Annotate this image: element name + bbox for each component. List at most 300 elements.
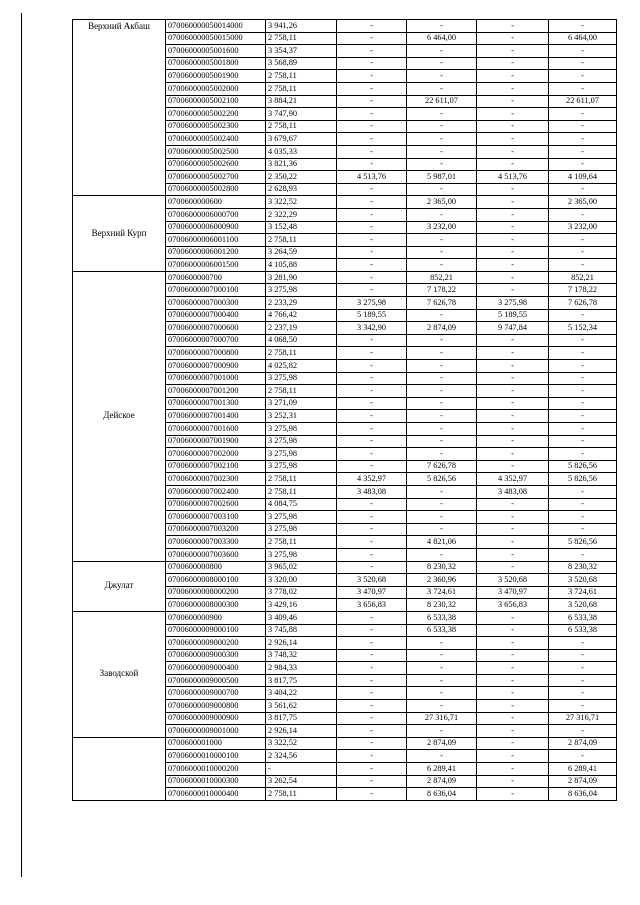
value-col-6-cell: - — [549, 45, 617, 58]
cadastral-code-cell: 0700600000900 — [166, 611, 266, 624]
cadastral-code-cell: 07006000009000200 — [166, 637, 266, 650]
value-col-6-cell: - — [549, 687, 617, 700]
value-col-6-cell: 5 826,56 — [549, 460, 617, 473]
cadastral-code-cell: 07006000005001900 — [166, 70, 266, 83]
value-col-5-cell: - — [477, 649, 549, 662]
value-col-3-cell: - — [337, 234, 407, 247]
value-col-4-cell: 5 987,01 — [407, 171, 477, 184]
value-col-5-cell: - — [477, 259, 549, 272]
value-col-3-cell: - — [337, 725, 407, 738]
value-col-5-cell: - — [477, 45, 549, 58]
base-value-cell: 2 758,11 — [266, 788, 337, 801]
value-col-5-cell: - — [477, 246, 549, 259]
value-col-6-cell: - — [549, 385, 617, 398]
value-col-3-cell: - — [337, 120, 407, 133]
value-col-5-cell: - — [477, 196, 549, 209]
settlement-name-cell: Верхний Курп — [73, 196, 166, 272]
base-value-cell: 3 568,89 — [266, 57, 337, 70]
value-col-4-cell: - — [407, 750, 477, 763]
value-col-3-cell: - — [337, 196, 407, 209]
value-col-5-cell: - — [477, 183, 549, 196]
cadastral-code-cell: 07006000005002500 — [166, 145, 266, 158]
base-value-cell: 4 035,33 — [266, 145, 337, 158]
value-col-4-cell: - — [407, 145, 477, 158]
value-col-4-cell: - — [407, 259, 477, 272]
value-col-3-cell: - — [337, 271, 407, 284]
value-col-6-cell: 2 365,00 — [549, 196, 617, 209]
base-value-cell: 3 152,48 — [266, 221, 337, 234]
base-value-cell: 4 025,82 — [266, 360, 337, 373]
value-col-4-cell: - — [407, 485, 477, 498]
value-col-5-cell: - — [477, 423, 549, 436]
value-col-6-cell: - — [549, 700, 617, 713]
base-value-cell: 3 354,37 — [266, 45, 337, 58]
value-col-3-cell: - — [337, 498, 407, 511]
value-col-6-cell: - — [549, 158, 617, 171]
value-col-5-cell: - — [477, 637, 549, 650]
value-col-6-cell: - — [549, 435, 617, 448]
base-value-cell: - — [266, 763, 337, 776]
value-col-3-cell: - — [337, 259, 407, 272]
value-col-6-cell: - — [549, 334, 617, 347]
cadastral-code-cell: 07006000005001600 — [166, 45, 266, 58]
base-value-cell: 3 322,52 — [266, 196, 337, 209]
base-value-cell: 2 926,14 — [266, 725, 337, 738]
value-col-3-cell: - — [337, 82, 407, 95]
cadastral-code-cell: 07006000009001000 — [166, 725, 266, 738]
base-value-cell: 3 281,90 — [266, 271, 337, 284]
value-col-3-cell: - — [337, 460, 407, 473]
value-col-5-cell: - — [477, 788, 549, 801]
value-col-5-cell: - — [477, 221, 549, 234]
base-value-cell: 3 275,98 — [266, 284, 337, 297]
value-col-4-cell: 2 874,09 — [407, 322, 477, 335]
value-col-4-cell: 2 365,00 — [407, 196, 477, 209]
value-col-6-cell: - — [549, 234, 617, 247]
table-row — [73, 561, 617, 574]
cadastral-value-table — [72, 19, 617, 801]
value-col-5-cell: - — [477, 674, 549, 687]
value-col-4-cell: 7 178,22 — [407, 284, 477, 297]
value-col-3-cell: - — [337, 57, 407, 70]
value-col-6-cell: - — [549, 145, 617, 158]
value-col-4-cell: - — [407, 133, 477, 146]
value-col-4-cell: - — [407, 334, 477, 347]
value-col-4-cell: - — [407, 511, 477, 524]
value-col-3-cell: 3 470,97 — [337, 586, 407, 599]
base-value-cell: 2 758,11 — [266, 82, 337, 95]
settlement-name-cell: Верхний Акбаш — [73, 20, 166, 196]
cadastral-code-cell: 07006000006001500 — [166, 259, 266, 272]
value-col-6-cell: 8 636,04 — [549, 788, 617, 801]
cadastral-code-cell: 07006000007001600 — [166, 423, 266, 436]
value-col-4-cell: 8 636,04 — [407, 788, 477, 801]
base-value-cell: 4 105,88 — [266, 259, 337, 272]
cadastral-code-cell: 07006000009000900 — [166, 712, 266, 725]
cadastral-code-cell: 07006000007000100 — [166, 284, 266, 297]
value-col-4-cell: 7 626,78 — [407, 297, 477, 310]
base-value-cell: 2 350,22 — [266, 171, 337, 184]
base-value-cell: 3 320,00 — [266, 574, 337, 587]
value-col-3-cell: 3 342,90 — [337, 322, 407, 335]
value-col-6-cell: 2 874,09 — [549, 775, 617, 788]
value-col-6-cell: 6 464,00 — [549, 32, 617, 45]
cadastral-code-cell: 07006000007002100 — [166, 460, 266, 473]
value-col-3-cell: - — [337, 32, 407, 45]
value-col-3-cell: - — [337, 448, 407, 461]
value-col-3-cell: - — [337, 637, 407, 650]
value-col-5-cell: - — [477, 750, 549, 763]
value-col-5-cell: - — [477, 725, 549, 738]
cadastral-code-cell: 07006000007001400 — [166, 410, 266, 423]
value-col-6-cell: - — [549, 347, 617, 360]
cadastral-code-cell: 07006000007002400 — [166, 485, 266, 498]
cadastral-code-cell: 07006000008000100 — [166, 574, 266, 587]
value-col-5-cell: - — [477, 700, 549, 713]
value-col-6-cell: 852,21 — [549, 271, 617, 284]
base-value-cell: 2 758,11 — [266, 32, 337, 45]
base-value-cell: 3 941,26 — [266, 20, 337, 33]
base-value-cell: 3 821,36 — [266, 158, 337, 171]
value-col-4-cell: 2 360,96 — [407, 574, 477, 587]
value-col-3-cell: - — [337, 674, 407, 687]
base-value-cell: 3 409,46 — [266, 611, 337, 624]
cadastral-code-cell: 07006000009000100 — [166, 624, 266, 637]
value-col-4-cell: - — [407, 498, 477, 511]
value-col-6-cell: - — [549, 725, 617, 738]
base-value-cell: 2 758,11 — [266, 385, 337, 398]
value-col-3-cell: - — [337, 788, 407, 801]
value-col-4-cell: - — [407, 45, 477, 58]
value-col-4-cell: 7 626,78 — [407, 460, 477, 473]
value-col-4-cell: - — [407, 347, 477, 360]
value-col-6-cell: - — [549, 750, 617, 763]
value-col-3-cell: 4 352,97 — [337, 473, 407, 486]
base-value-cell: 3 429,16 — [266, 599, 337, 612]
value-col-5-cell: 4 513,76 — [477, 171, 549, 184]
value-col-5-cell: 4 352,97 — [477, 473, 549, 486]
value-col-6-cell: 3 724,61 — [549, 586, 617, 599]
value-col-5-cell: - — [477, 20, 549, 33]
value-col-4-cell: - — [407, 687, 477, 700]
value-col-5-cell: - — [477, 360, 549, 373]
value-col-5-cell: - — [477, 108, 549, 121]
base-value-cell: 3 275,98 — [266, 548, 337, 561]
value-col-4-cell: 8 230,32 — [407, 561, 477, 574]
value-col-4-cell: - — [407, 397, 477, 410]
value-col-6-cell: 3 520,68 — [549, 574, 617, 587]
value-col-3-cell: - — [337, 158, 407, 171]
value-col-3-cell: - — [337, 523, 407, 536]
value-col-3-cell: - — [337, 334, 407, 347]
value-col-5-cell: - — [477, 448, 549, 461]
value-col-3-cell: - — [337, 536, 407, 549]
value-col-5-cell: - — [477, 460, 549, 473]
cadastral-code-cell: 07006000010000300 — [166, 775, 266, 788]
cadastral-code-cell: 07006000005001800 — [166, 57, 266, 70]
value-col-5-cell: - — [477, 410, 549, 423]
cadastral-code-cell: 070060000050015000 — [166, 32, 266, 45]
left-margin-rule — [21, 13, 22, 877]
value-col-4-cell: 3 232,00 — [407, 221, 477, 234]
value-col-3-cell: 3 656,83 — [337, 599, 407, 612]
value-col-5-cell: - — [477, 511, 549, 524]
value-col-4-cell: - — [407, 700, 477, 713]
settlement-name-cell — [73, 737, 166, 800]
cadastral-code-cell: 07006000007000900 — [166, 360, 266, 373]
value-col-5-cell: - — [477, 70, 549, 83]
value-col-6-cell: - — [549, 548, 617, 561]
value-col-6-cell: - — [549, 410, 617, 423]
value-col-3-cell: 3 275,98 — [337, 297, 407, 310]
table-row — [73, 271, 617, 284]
value-col-6-cell: - — [549, 82, 617, 95]
base-value-cell: 3 322,52 — [266, 737, 337, 750]
value-col-4-cell: - — [407, 725, 477, 738]
cadastral-code-cell: 07006000007003600 — [166, 548, 266, 561]
value-col-3-cell: - — [337, 145, 407, 158]
value-col-5-cell: - — [477, 624, 549, 637]
cadastral-code-cell: 07006000007000600 — [166, 322, 266, 335]
cadastral-code-cell: 07006000007002000 — [166, 448, 266, 461]
base-value-cell: 3 275,98 — [266, 511, 337, 524]
base-value-cell: 4 068,50 — [266, 334, 337, 347]
value-col-4-cell: - — [407, 548, 477, 561]
cadastral-code-cell: 07006000005002000 — [166, 82, 266, 95]
cadastral-code-cell: 07006000008000200 — [166, 586, 266, 599]
cadastral-code-cell: 07006000007000400 — [166, 309, 266, 322]
value-col-6-cell: - — [549, 183, 617, 196]
value-col-5-cell: - — [477, 32, 549, 45]
base-value-cell: 4 084,75 — [266, 498, 337, 511]
base-value-cell: 3 275,98 — [266, 372, 337, 385]
cadastral-code-cell: 07006000007001200 — [166, 385, 266, 398]
value-col-4-cell: - — [407, 448, 477, 461]
value-col-5-cell: - — [477, 498, 549, 511]
value-col-5-cell: - — [477, 611, 549, 624]
value-col-3-cell: - — [337, 687, 407, 700]
value-col-6-cell: - — [549, 259, 617, 272]
value-col-6-cell: - — [549, 360, 617, 373]
value-col-6-cell: - — [549, 674, 617, 687]
cadastral-code-cell: 07006000009000700 — [166, 687, 266, 700]
value-col-6-cell: - — [549, 246, 617, 259]
value-col-3-cell: 4 513,76 — [337, 171, 407, 184]
value-col-3-cell: - — [337, 700, 407, 713]
value-col-3-cell: - — [337, 763, 407, 776]
value-col-6-cell: - — [549, 57, 617, 70]
value-col-3-cell: - — [337, 649, 407, 662]
cadastral-code-cell: 07006000007001900 — [166, 435, 266, 448]
value-col-6-cell: - — [549, 397, 617, 410]
value-col-5-cell: - — [477, 775, 549, 788]
value-col-3-cell: 5 189,55 — [337, 309, 407, 322]
value-col-6-cell: 22 611,07 — [549, 95, 617, 108]
value-col-5-cell: - — [477, 347, 549, 360]
base-value-cell: 3 748,32 — [266, 649, 337, 662]
value-col-5-cell: 5 189,55 — [477, 309, 549, 322]
value-col-5-cell: - — [477, 763, 549, 776]
value-col-3-cell: - — [337, 108, 407, 121]
base-value-cell: 3 817,75 — [266, 712, 337, 725]
value-col-4-cell: - — [407, 183, 477, 196]
value-col-3-cell: 3 483,08 — [337, 485, 407, 498]
value-col-4-cell: 6 533,38 — [407, 624, 477, 637]
table-row — [73, 196, 617, 209]
cadastral-code-cell: 0700600000800 — [166, 561, 266, 574]
base-value-cell: 2 758,11 — [266, 70, 337, 83]
value-col-6-cell: - — [549, 485, 617, 498]
cadastral-code-cell: 07006000005002700 — [166, 171, 266, 184]
value-col-4-cell: - — [407, 158, 477, 171]
value-col-3-cell: - — [337, 423, 407, 436]
cadastral-code-cell: 07006000007002300 — [166, 473, 266, 486]
value-col-5-cell: - — [477, 120, 549, 133]
cadastral-code-cell: 07006000009000300 — [166, 649, 266, 662]
cadastral-code-cell: 070060000050014000 — [166, 20, 266, 33]
cadastral-code-cell: 07006000009000500 — [166, 674, 266, 687]
cadastral-code-cell: 07006000007001300 — [166, 397, 266, 410]
base-value-cell: 3 275,98 — [266, 523, 337, 536]
value-col-4-cell: - — [407, 523, 477, 536]
value-col-3-cell: - — [337, 347, 407, 360]
value-col-6-cell: - — [549, 70, 617, 83]
value-col-5-cell: - — [477, 372, 549, 385]
value-col-4-cell: - — [407, 423, 477, 436]
value-col-5-cell: - — [477, 712, 549, 725]
base-value-cell: 3 275,98 — [266, 460, 337, 473]
cadastral-code-cell: 0700600001000 — [166, 737, 266, 750]
value-col-5-cell: - — [477, 158, 549, 171]
cadastral-code-cell: 07006000007002600 — [166, 498, 266, 511]
cadastral-code-cell: 07006000007001000 — [166, 372, 266, 385]
base-value-cell: 2 926,14 — [266, 637, 337, 650]
value-col-3-cell: - — [337, 750, 407, 763]
value-col-4-cell: 852,21 — [407, 271, 477, 284]
value-col-5-cell: - — [477, 536, 549, 549]
value-col-3-cell: - — [337, 360, 407, 373]
value-col-5-cell: - — [477, 145, 549, 158]
cadastral-code-cell: 07006000010000200 — [166, 763, 266, 776]
value-col-6-cell: 8 230,32 — [549, 561, 617, 574]
value-col-4-cell: 2 874,09 — [407, 737, 477, 750]
value-col-5-cell: - — [477, 95, 549, 108]
value-col-3-cell: - — [337, 284, 407, 297]
value-col-6-cell: - — [549, 120, 617, 133]
value-col-3-cell: - — [337, 737, 407, 750]
value-col-3-cell: - — [337, 208, 407, 221]
value-col-4-cell: - — [407, 410, 477, 423]
cadastral-code-cell: 07006000009000400 — [166, 662, 266, 675]
value-col-5-cell: - — [477, 561, 549, 574]
base-value-cell: 3 965,02 — [266, 561, 337, 574]
value-col-4-cell: 5 826,56 — [407, 473, 477, 486]
value-col-5-cell: - — [477, 523, 549, 536]
value-col-3-cell: - — [337, 372, 407, 385]
value-col-4-cell: - — [407, 674, 477, 687]
base-value-cell: 2 233,29 — [266, 297, 337, 310]
value-col-6-cell: - — [549, 133, 617, 146]
cadastral-code-cell: 07006000005002300 — [166, 120, 266, 133]
value-col-6-cell: 2 874,09 — [549, 737, 617, 750]
cadastral-code-cell: 07006000005002800 — [166, 183, 266, 196]
value-col-4-cell: 6 533,38 — [407, 611, 477, 624]
value-col-4-cell: 22 611,07 — [407, 95, 477, 108]
base-value-cell: 3 561,62 — [266, 700, 337, 713]
value-col-4-cell: - — [407, 234, 477, 247]
value-col-5-cell: - — [477, 234, 549, 247]
value-col-4-cell: - — [407, 435, 477, 448]
value-col-3-cell: - — [337, 435, 407, 448]
cadastral-code-cell: 07006000006000700 — [166, 208, 266, 221]
value-col-3-cell: - — [337, 611, 407, 624]
cadastral-code-cell: 07006000007000300 — [166, 297, 266, 310]
value-col-4-cell: - — [407, 372, 477, 385]
settlement-name-cell: Заводской — [73, 611, 166, 737]
value-col-4-cell: - — [407, 385, 477, 398]
value-col-6-cell: - — [549, 523, 617, 536]
base-value-cell: 3 884,21 — [266, 95, 337, 108]
value-col-6-cell: - — [549, 662, 617, 675]
value-col-4-cell: - — [407, 70, 477, 83]
value-col-5-cell: 3 520,68 — [477, 574, 549, 587]
value-col-6-cell: 6 533,38 — [549, 624, 617, 637]
value-col-5-cell: - — [477, 208, 549, 221]
base-value-cell: 2 758,11 — [266, 485, 337, 498]
value-col-6-cell: - — [549, 448, 617, 461]
value-col-4-cell: 3 724,61 — [407, 586, 477, 599]
cadastral-code-cell: 0700600000600 — [166, 196, 266, 209]
value-col-5-cell: - — [477, 284, 549, 297]
value-col-3-cell: - — [337, 624, 407, 637]
value-col-4-cell: 6 464,00 — [407, 32, 477, 45]
cadastral-code-cell: 07006000009000800 — [166, 700, 266, 713]
value-col-6-cell: - — [549, 108, 617, 121]
value-col-5-cell: - — [477, 271, 549, 284]
value-col-4-cell: - — [407, 309, 477, 322]
cadastral-code-cell: 07006000008000300 — [166, 599, 266, 612]
base-value-cell: 3 679,67 — [266, 133, 337, 146]
value-col-6-cell: 3 232,00 — [549, 221, 617, 234]
base-value-cell: 3 275,98 — [266, 435, 337, 448]
value-col-3-cell: - — [337, 397, 407, 410]
base-value-cell: 2 758,11 — [266, 536, 337, 549]
value-col-4-cell: - — [407, 208, 477, 221]
value-col-3-cell: - — [337, 45, 407, 58]
value-col-6-cell: 5 826,56 — [549, 473, 617, 486]
base-value-cell: 2 237,19 — [266, 322, 337, 335]
value-col-5-cell: - — [477, 57, 549, 70]
value-col-3-cell: - — [337, 221, 407, 234]
value-col-6-cell: - — [549, 309, 617, 322]
value-col-3-cell: - — [337, 410, 407, 423]
base-value-cell: 3 778,02 — [266, 586, 337, 599]
value-col-6-cell: - — [549, 372, 617, 385]
value-col-6-cell: 27 316,71 — [549, 712, 617, 725]
value-col-5-cell: - — [477, 334, 549, 347]
base-value-cell: 4 766,42 — [266, 309, 337, 322]
value-col-3-cell: - — [337, 183, 407, 196]
table-body — [73, 20, 617, 801]
base-value-cell: 3 275,98 — [266, 448, 337, 461]
value-col-3-cell: - — [337, 133, 407, 146]
value-col-6-cell: - — [549, 20, 617, 33]
cadastral-code-cell: 0700600000700 — [166, 271, 266, 284]
value-col-6-cell: - — [549, 649, 617, 662]
settlement-name-cell: Дейское — [73, 271, 166, 561]
table-row — [73, 611, 617, 624]
cadastral-code-cell: 07006000007003200 — [166, 523, 266, 536]
